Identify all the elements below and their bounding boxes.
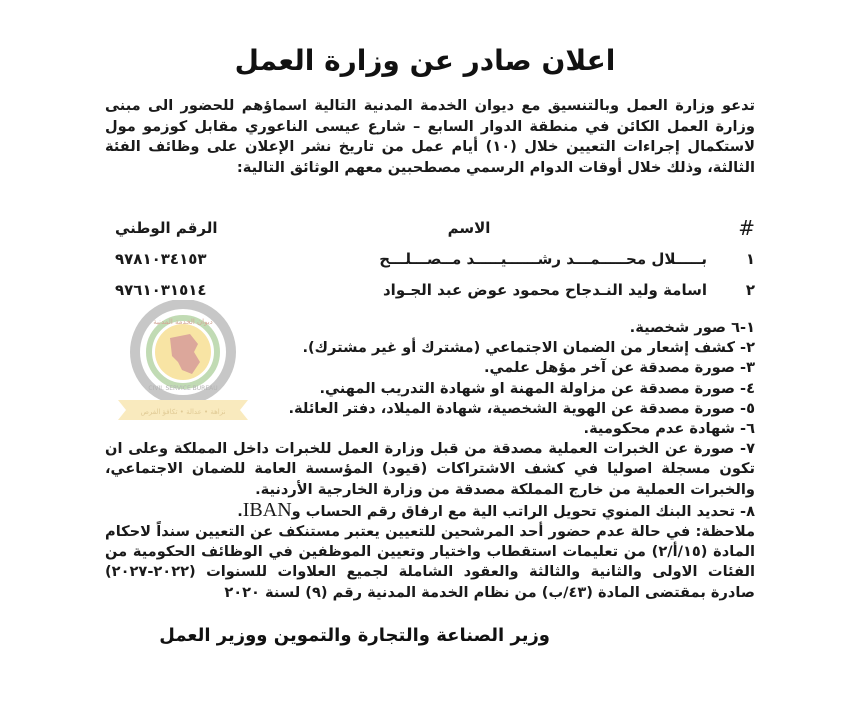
document-item: ٥- صورة مصدقة عن الهوية الشخصية، شهادة الميلاد، دفتر العائلة. [288, 399, 755, 417]
experience-note: ٧- صورة عن الخبرات العملية مصدقة من قبل وزارة العمل للخبرات داخل المملكة وعلى ان تكون مسجلة اصوليا في كشف الاشتراكات (قيود) المؤسسة العامة للضمان الاجتماعي، والخبرات العملية من خارج المملكة مصدقة من وزارة الخارجية الأردنية. [105, 440, 755, 498]
logo-motto: نزاهة • عدالة • تكافؤ الفرص [140, 408, 226, 416]
row-number: ١ [745, 249, 755, 268]
document-item: ٦- شهادة عدم محكومية. [583, 420, 755, 438]
table-header [115, 212, 755, 243]
row-name: اسامة وليد النـدجاح محمود عوض عبد الجـواد [382, 280, 707, 299]
minister-signature: وزير الصناعة والتجارة والتموين ووزير العمل [159, 625, 550, 646]
document-item: ٣- صورة مصدقة عن آخر مؤهل علمي. [483, 359, 755, 377]
intro-paragraph: تدعو وزارة العمل وبالتنسيق مع ديوان الخدمة المدنية التالية اسماؤهم للحضور الى مبنى وزارة العمل الكائن في منطقة الدوار السابع – شارع عيسى الناعوري مقابل كوزمو مول لاستكمال إجراءات التعيين خلال (١٠) أيام عمل من تاريخ نشر الإعلان على وظائف الفئة الثالثة، وذلك خلال أوقات الدوام الرسمي مصطحبين معهم الوثائق التالية: [105, 97, 755, 176]
table-row [115, 243, 755, 274]
row-number: ٢ [745, 280, 755, 299]
table-row [115, 274, 755, 305]
document-item: ٢- كشف إشعار من الضمان الاجتماعي (مشترك أو غير مشترك). [302, 339, 755, 357]
logo-arabic-text: ديوان الخدمة المدنية [153, 318, 213, 326]
row-national-id: ٩٧٦١٠٣١٥١٤ [115, 280, 207, 299]
candidates-table [115, 212, 755, 305]
header-number: # [738, 215, 755, 240]
required-documents [105, 318, 755, 603]
header-name: الاسم [447, 218, 491, 237]
bank-note [105, 500, 755, 522]
remark-note: ملاحظة: في حالة عدم حضور أحد المرشحين للتعيين يعتبر مستنكف عن التعيين سنداً لاحكام المادة (١٥/أ/٢) من تعليمات استقطاب واختيار وتعيين الموظفين في الوظائف الحكومية من الفئات الاولى والثانية والثالثة والعقود الشاملة لجميع العلاوات للسنوات (٢٠٢٢-٢٠٢٧) صادرة بمقتضى المادة (٤٣/ب) من نظام الخدمة المدنية رقم (٩) لسنة ٢٠٢٠ [105, 523, 755, 601]
bank-note-end: . [237, 502, 243, 520]
document-item: ٤- صورة مصدقة عن مزاولة المهنة او شهادة التدريب المهني. [319, 379, 755, 397]
row-name: بـــــلال محـــــمـــد رشــــــيـــــد مــصـــلـــح [379, 249, 707, 268]
announcement-title: اعلان صادر عن وزارة العمل [234, 44, 616, 77]
header-national-id: الرقم الوطني [115, 218, 218, 237]
row-national-id: ٩٧٨١٠٣٤١٥٣ [115, 249, 207, 268]
document-item: ١-٦ صور شخصية. [629, 319, 755, 336]
iban-label: IBAN [242, 498, 292, 521]
bank-note-text: ٨- تحديد البنك المنوي تحويل الراتب الية مع ارفاق رقم الحساب و [291, 502, 755, 520]
logo-english-text: CIVIL SERVICE BUREAU [148, 385, 218, 392]
